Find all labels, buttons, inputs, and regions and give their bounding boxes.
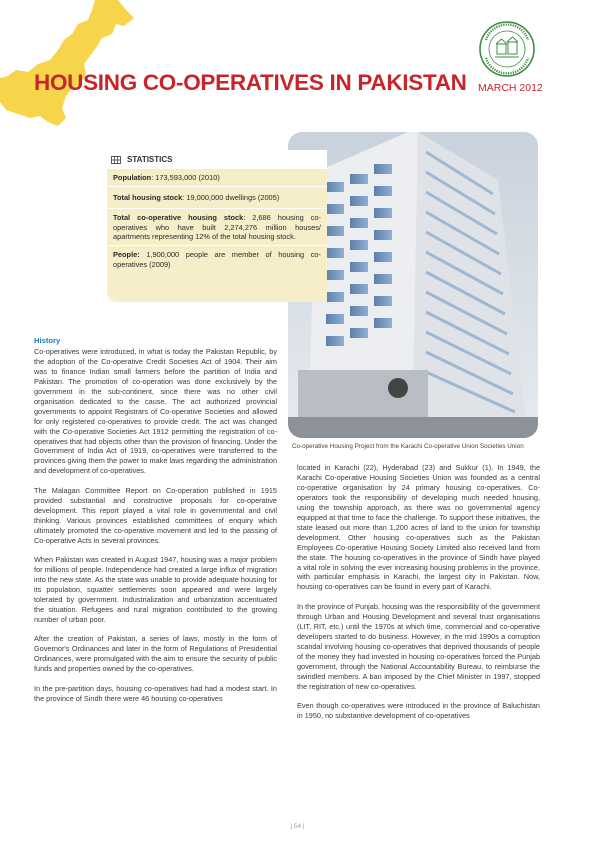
stat-people: People: 1,900,000 people are member of housing co-operatives (2009) — [113, 249, 321, 269]
pakistan-map-icon — [0, 0, 135, 130]
paragraph: When Pakistan was created in August 1947, housing was a major problem for millions of people. Independence had created a large influx of migration into the new state. As the state was unable to provide adequate housing for its population, squatter settlements soon appeared and were largely tolerated by government. Industrialization and urbanization accentuated the situation. Refugees and rural migration contributed to the growing number of urban poor. — [34, 555, 277, 624]
right-column — [297, 463, 540, 730]
stat-population: Population: 173,593,000 (2010) — [107, 169, 327, 187]
publication-date: MARCH 2012 — [478, 82, 543, 94]
page-number: | 54 | — [290, 823, 305, 830]
grid-icon — [111, 156, 121, 164]
page-title: HOUSING CO-OPERATIVES IN PAKISTAN — [34, 70, 467, 95]
stat-housing-stock: Total housing stock: 19,000,000 dwellings (2005) — [107, 187, 327, 210]
paragraph: In the province of Punjab, housing was the responsibility of the government through Urban and Housing Development and several trust organisations (LIT, RIT, etc.) until the 1970s at which time, commercial and co-operative developers started to do business. However, in the mid 1990s a corruption scandal involving housing co-operatives that deprived thousands of people of the money they had invested in housing co-operatives forced the Punjab government, through the National Accountability Bureau, to reimburse the swindled members. A ban imposed by the Chief Minister in 1997, stopped the registration of new co-operatives. — [297, 601, 540, 691]
paragraph: located in Karachi (22), Hyderabad (23) and Sukkur (1). In 1949, the Karachi Co-operative Housing Societies Union was founded as a central co-operative organisation by 24 primary housing co-operatives. Co-operators took the responsibility of developing much needed housing, using the township approach, as there was no governmental agency equipped at that time to face the challenge. To support these initiatives, the state leased out more than 1,200 acres of land to the union for township development. Other housing co-operatives such as the Pakistan Employees Co-operative Housing Society Limited also received land from the state. The housing co-operatives in the province of Sindh have played a vital role in solving the ever increasing housing problems in the province, with particular emphasis in Karachi, the largest city in Pakistan. Now, housing co-operatives can be found in every part of Karachi. — [297, 463, 540, 592]
statistics-heading: STATISTICS — [107, 150, 327, 169]
photo-caption: Co-operative Housing Project from the Karachi Co-operative Union Societies Union — [292, 443, 524, 450]
paragraph: In the pre-partition days, housing co-operatives had had a modest start. In the province of Sindh there were 46 housing co-operatives — [34, 683, 277, 703]
statistics-box — [107, 150, 327, 302]
housing-union-seal-icon — [478, 20, 536, 78]
section-title-history: History — [34, 336, 61, 345]
paragraph: Even though co-operatives were introduced in the province of Baluchistan in 1950, no substantive development of co-operatives — [297, 700, 540, 720]
paragraph: The Malagan Committee Report on Co-operation published in 1915 provided substantial and constructive proposals for co-operative development. This report played a vital role in governmental and civil thinking. Various provinces established committees of enquiry which ultimately promoted the co-operative movement and led to the passing of Co-operative Acts in several provinces. — [34, 485, 277, 545]
paragraph: After the creation of Pakistan, a series of laws, mostly in the form of Governor's Ordinances and later in the form of Regulations of Presidential Ordinances, were promulgated with the aim to ensure the security of public funds and properties owned by the co-operatives. — [34, 634, 277, 674]
stat-cooperative-stock: Total co-operative housing stock: 2,686 housing co-operatives who have built 2,274,276 million houses/ apartments representing 12% of the total housing stock. — [107, 209, 327, 246]
paragraph: Co-operatives were introduced, in what is today the Pakistan Republic, by the adoption of the Co-operative Credit Societies Act of 1904. Their aim was to finance Indian small farmers before the partition of India and Pakistan. The promotion of co-operation was done exclusively by the government in the sub-continent, since there was no other civil organisation dedicated to the cause. The act authorized provincial governments to appoint Registrars of Co-operative Societies and allowed for only registered co-operatives to provide credit. The act was changed with the Co-operative Societies Act 1912 permitting the registration of co-operatives that had objects other than the provision of financing. Under the Government of India Act of 1919, co-operatives were transferred to the provinces giving them the power to make laws regarding the administration and development of co-operatives. — [34, 346, 277, 476]
left-column — [34, 336, 277, 713]
